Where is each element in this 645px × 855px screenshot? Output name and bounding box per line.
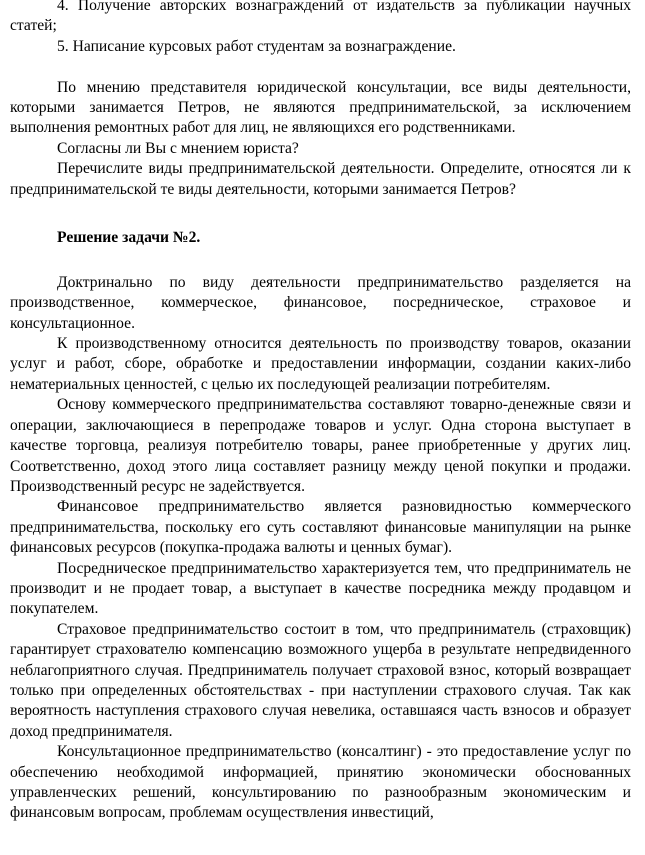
solution-paragraph-insurance: Страховое предпринимательство состоит в том, что предприниматель (страховщик) гарантирует страхователю компенсацию возможного ущерба в результате непредвиденного неблагоприятного случая. Предприниматель получает страховой взнос, который возвращает только при определенных обстоятельствах - при наступлении страхового случая. Так как вероятность наступления страхового случая невелика, оставшаяся часть взносов и образует доход предпринимателя.: [10, 620, 631, 740]
solution-heading: Решение задачи №2.: [57, 229, 201, 247]
document-page: [10, 0, 631, 824]
spacer: [10, 57, 631, 77]
list-item-4: 4. Получение авторских вознаграждений от издательств за публикации научных статей;: [10, 0, 631, 35]
solution-paragraph-financial: Финансовое предпринимательство является разновидностью коммерческого предпринимательства, поскольку его суть составляют финансовые манипуляции на рынке финансовых ресурсов (покупка-продажа валюты и ценных бумаг).: [10, 498, 631, 557]
solution-paragraph-commercial: Основу коммерческого предпринимательства составляют товарно-денежные связи и операции, заключающиеся в перепродаже товаров и услуг. Одна сторона выступает в качестве торговца, реализуя потребителю товары, ранее приобретенные у других лиц. Соответственно, доход этого лица составляет разницу между ценой покупки и продажи. Производственный ресурс не задействуется.: [10, 396, 631, 495]
solution-paragraph-intermediary: Посредническое предпринимательство характеризуется тем, что предприниматель не производит и не продает товар, а выступает в качестве посредника между продавцом и покупателем.: [10, 559, 631, 618]
task-question-agree: Согласны ли Вы с мнением юриста?: [57, 139, 299, 157]
solution-paragraph-production: К производственному относится деятельность по производству товаров, оказании услуг и работ, сборе, обработке и предоставлении информации, создании каких-либо нематериальных ценностей, с целью их последующей реализации потребителям.: [10, 335, 631, 393]
solution-paragraph-types: Доктринально по виду деятельности предпринимательство разделяется на производственное, коммерческое, финансовое, посредническое, страховое и консультационное.: [10, 273, 631, 332]
spacer: [10, 200, 631, 220]
spacer: [10, 249, 631, 273]
solution-paragraph-consulting: Консультационное предпринимательство (консалтинг) - это предоставление услуг по обеспечению необходимой информацией, принятию экономически обоснованных управленческих решений, консультированию по разнообразным экономическим и финансовым вопросам, проблемам осуществления инвестиций,: [10, 743, 631, 822]
task-question-list-types: Перечислите виды предпринимательской деятельности. Определите, относятся ли к предпринимательской те виды деятельности, которыми занимается Петров?: [10, 160, 631, 198]
spacer: [10, 220, 631, 228]
list-item-5: 5. Написание курсовых работ студентам за вознаграждение.: [57, 37, 456, 55]
task-paragraph-lawyer-opinion: По мнению представителя юридической консультации, все виды деятельности, которыми занимается Петров, не являются предпринимательской, за исключением выполнения ремонтных работ для лиц, не являющихся его родственниками.: [10, 78, 631, 137]
